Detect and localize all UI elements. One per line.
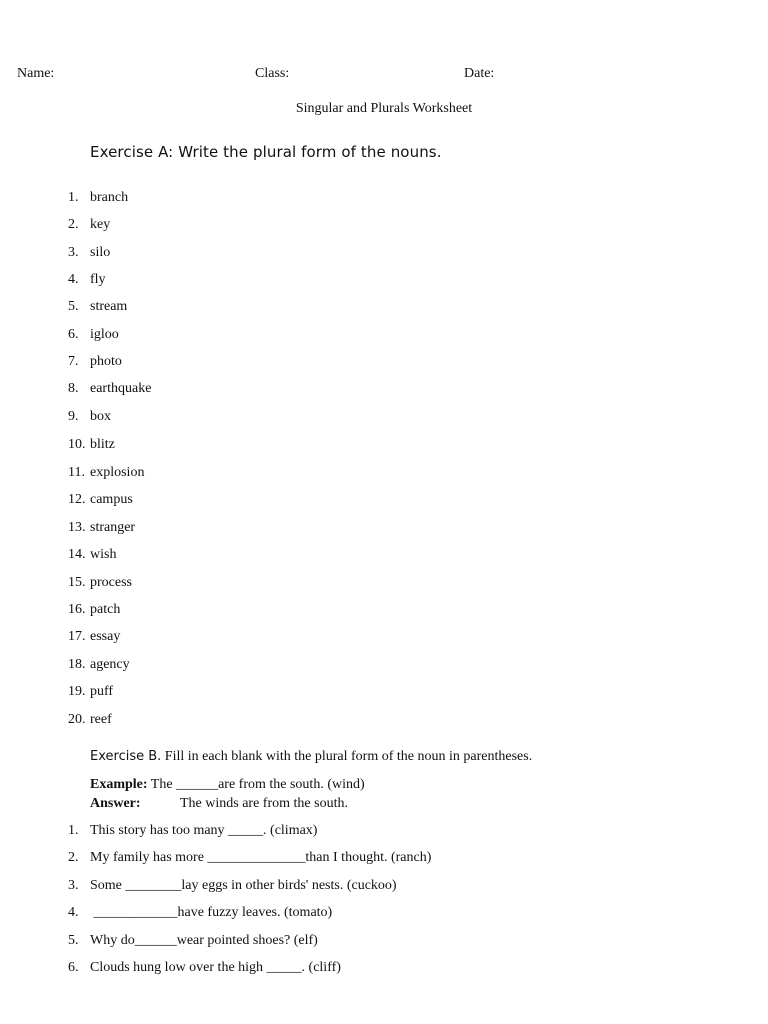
item-word: puff: [90, 684, 114, 699]
class-label: Class:: [255, 66, 290, 81]
item-number: 4.: [68, 905, 79, 920]
item-number: 17.: [68, 629, 86, 644]
name-label: Name:: [17, 66, 55, 81]
item-number: 19.: [68, 684, 86, 699]
item-number: 18.: [68, 657, 86, 672]
item-number: 9.: [68, 409, 79, 424]
item-sentence: My family has more ______________than I thought. (ranch): [90, 850, 432, 865]
item-word: silo: [90, 245, 111, 260]
item-number: 1.: [68, 823, 79, 838]
example-label: Example:: [90, 777, 148, 792]
item-word: photo: [90, 354, 122, 369]
item-number: 12.: [68, 492, 86, 507]
item-number: 11.: [68, 465, 85, 480]
answer-text: The winds are from the south.: [180, 796, 348, 811]
item-number: 13.: [68, 520, 86, 535]
item-sentence: Clouds hung low over the high _____. (cliff): [90, 960, 341, 975]
date-label: Date:: [464, 66, 495, 81]
item-number: 8.: [68, 381, 79, 396]
item-word: patch: [90, 602, 121, 617]
item-word: stream: [90, 299, 128, 314]
example-text: The ______are from the south. (wind): [147, 777, 365, 792]
item-number: 5.: [68, 933, 79, 948]
item-number: 3.: [68, 878, 79, 893]
item-number: 2.: [68, 217, 79, 232]
exercise-a-heading: Exercise A: Write the plural form of the nouns.: [90, 143, 442, 161]
item-number: 7.: [68, 354, 79, 369]
item-number: 15.: [68, 575, 86, 590]
item-number: 14.: [68, 547, 86, 562]
item-sentence: Why do______wear pointed shoes? (elf): [90, 933, 318, 948]
item-sentence: ____________have fuzzy leaves. (tomato): [90, 905, 333, 920]
item-word: earthquake: [90, 381, 152, 396]
item-word: essay: [90, 629, 121, 644]
item-number: 6.: [68, 960, 79, 975]
page-title: Singular and Plurals Worksheet: [295, 101, 473, 116]
example-line: [90, 777, 365, 793]
item-word: fly: [90, 272, 106, 287]
item-number: 20.: [68, 712, 86, 727]
item-number: 3.: [68, 245, 79, 260]
exercise-b-label: Exercise B.: [90, 749, 162, 764]
item-word: wish: [90, 547, 117, 562]
item-word: process: [90, 575, 132, 590]
item-word: reef: [90, 712, 112, 727]
item-number: 5.: [68, 299, 79, 314]
item-number: 2.: [68, 850, 79, 865]
item-word: key: [90, 217, 111, 232]
item-word: stranger: [90, 520, 136, 535]
item-word: branch: [90, 190, 129, 205]
item-number: 10.: [68, 437, 86, 452]
exercise-b-instructions: Fill in each blank with the plural form of the noun in parentheses.: [161, 749, 533, 764]
answer-label: Answer:: [90, 796, 141, 811]
item-word: campus: [90, 492, 133, 507]
item-number: 4.: [68, 272, 79, 287]
item-number: 1.: [68, 190, 79, 205]
item-word: igloo: [90, 327, 119, 342]
item-word: box: [90, 409, 111, 424]
item-word: explosion: [90, 465, 145, 480]
item-word: blitz: [90, 437, 115, 452]
item-number: 16.: [68, 602, 86, 617]
exercise-b-heading: [90, 749, 532, 765]
item-sentence: Some ________lay eggs in other birds' nests. (cuckoo): [90, 878, 397, 893]
item-number: 6.: [68, 327, 79, 342]
item-word: agency: [90, 657, 130, 672]
item-sentence: This story has too many _____. (climax): [90, 823, 318, 838]
